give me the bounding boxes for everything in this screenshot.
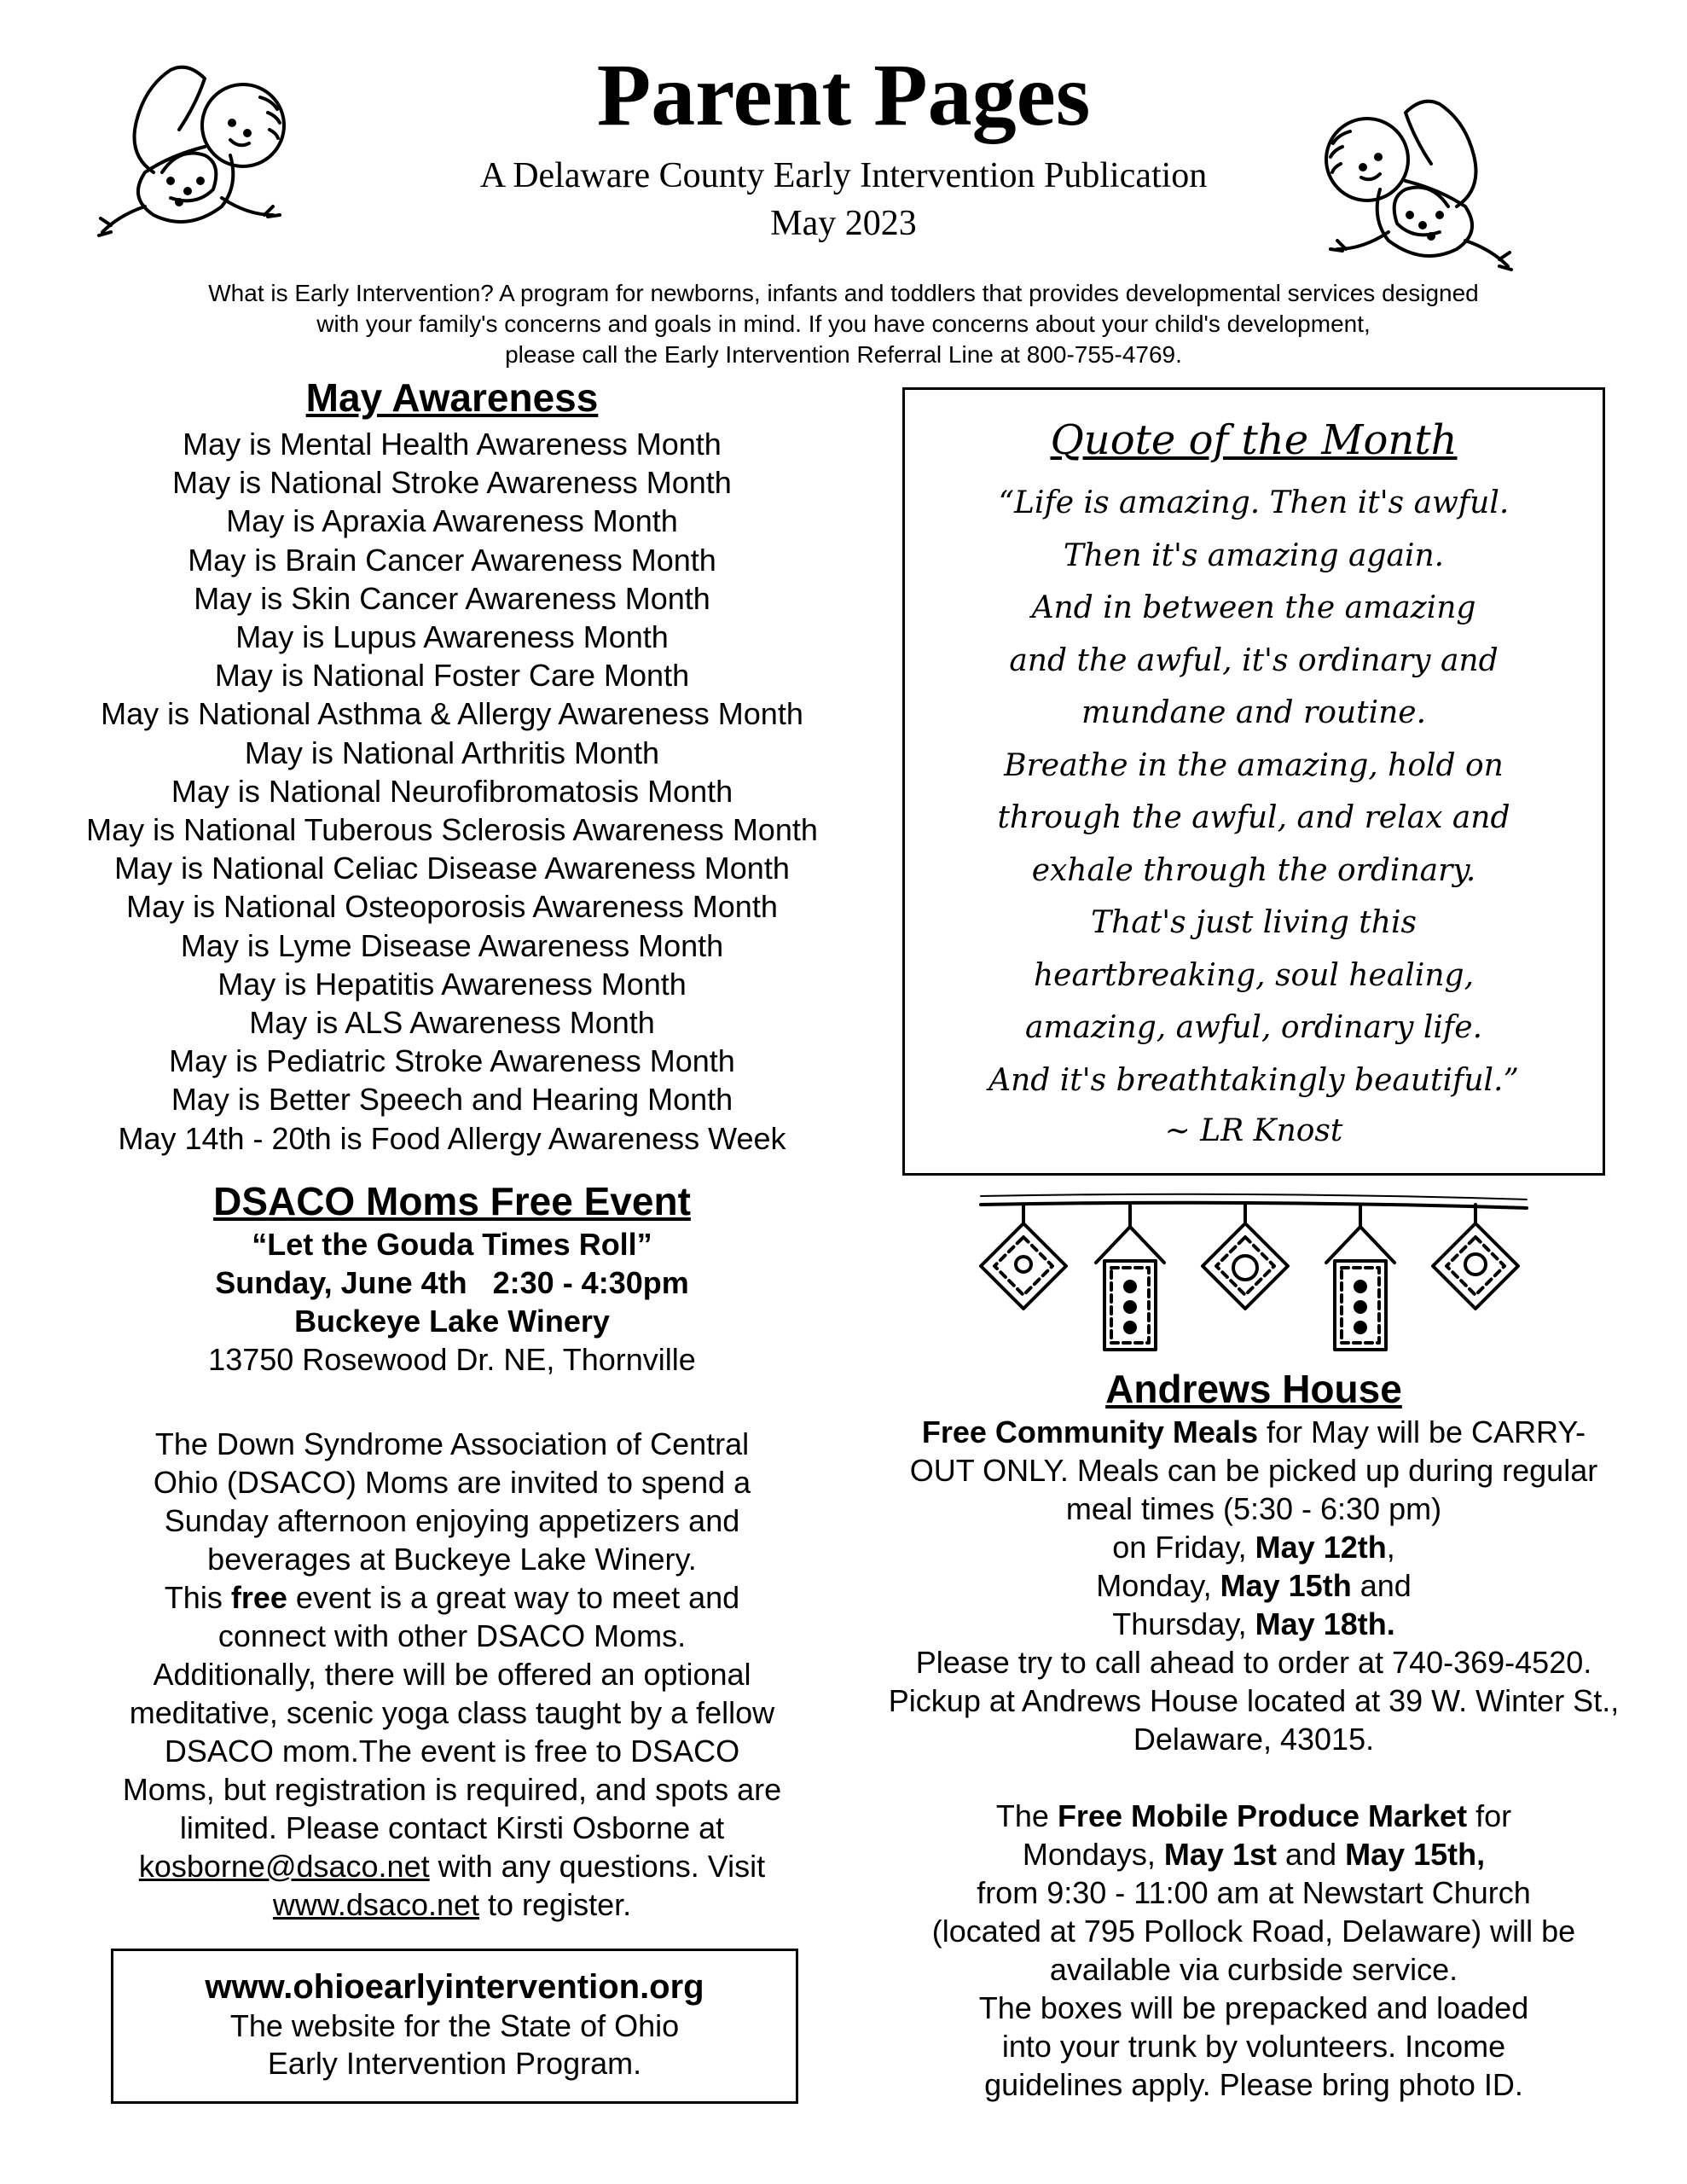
- birdhouse-garland-illustration: [972, 1186, 1535, 1365]
- event-paragraph: [119, 1578, 785, 1655]
- quote-line: mundane and routine.: [1081, 695, 1427, 730]
- event-description: [34, 1425, 870, 1924]
- intro-text: [77, 278, 1610, 370]
- event-name: “Let the Gouda Times Roll”: [252, 1227, 652, 1262]
- list-item: May 14th - 20th is Food Allergy Awareness Week: [118, 1120, 786, 1156]
- list-item: May is Pediatric Stroke Awareness Month: [169, 1043, 735, 1079]
- quote-line: heartbreaking, soul healing,: [1033, 957, 1475, 993]
- produce-text: The: [995, 1798, 1058, 1833]
- list-item: May is ALS Awareness Month: [249, 1005, 655, 1041]
- meal-date: May 18th.: [1255, 1606, 1395, 1641]
- list-item: May is Apraxia Awareness Month: [226, 503, 678, 539]
- meal-day-text: Thursday,: [1112, 1606, 1255, 1641]
- quote-line: And it's breathtakingly beautiful.”: [988, 1062, 1519, 1098]
- produce-date: May 15th,: [1345, 1837, 1486, 1872]
- list-item: May is Skin Cancer Awareness Month: [194, 580, 710, 616]
- quote-line: Breathe in the amazing, hold on: [1004, 747, 1504, 783]
- dsaco-website-link[interactable]: www.dsaco.net: [272, 1887, 480, 1922]
- event-venue: Buckeye Lake Winery: [294, 1304, 610, 1339]
- list-item: May is National Stroke Awareness Month: [172, 465, 732, 501]
- produce-text: and: [1277, 1837, 1346, 1872]
- quote-line: through the awful, and relax and: [997, 800, 1510, 835]
- produce-text: Mondays,: [1022, 1837, 1164, 1872]
- event-paragraph: The Down Syndrome Association of Central Ohio (DSACO) Moms are invited to spend a Sunday afternoon enjoying appetizers and beverages at Buckeye Lake Winery.: [153, 1426, 751, 1577]
- andrews-house-section: [887, 1365, 1620, 2104]
- produce-bold: Free Mobile Produce Market: [1057, 1798, 1468, 1833]
- andrews-heading: Andrews House: [1105, 1367, 1402, 1411]
- meals-text: for May will be CARRY-OUT ONLY. Meals can be picked up during regular meal times (5:30 - 6:30 pm): [909, 1414, 1607, 1526]
- list-item: May is Lyme Disease Awareness Month: [180, 927, 724, 963]
- quote-of-the-month-box: [902, 387, 1605, 1176]
- event-heading: DSACO Moms Free Event: [213, 1179, 691, 1223]
- event-address: 13750 Rosewood Dr. NE, Thornville: [208, 1342, 696, 1377]
- event-text: event is a great way to meet and connect with other DSACO Moms.: [217, 1580, 749, 1653]
- list-item: May is Brain Cancer Awareness Month: [188, 542, 716, 578]
- event-text-bold: free: [230, 1580, 287, 1615]
- meals-paragraph: [887, 1413, 1620, 1528]
- event-text: to register.: [479, 1887, 632, 1922]
- list-item: May is Lupus Awareness Month: [235, 619, 669, 655]
- event-text: with any questions. Visit: [429, 1849, 774, 1884]
- list-item: May is National Osteoporosis Awareness Month: [126, 889, 778, 925]
- ohio-ei-website[interactable]: www.ohioearlyintervention.org: [205, 1968, 704, 2006]
- produce-details: from 9:30 - 11:00 am at Newstart Church (located at 795 Pollock Road, Delaware) will be available via curbside service.: [931, 1875, 1576, 1987]
- intro-line: please call the Early Intervention Referral Line at 800-755-4769.: [505, 341, 1182, 368]
- list-item: May is Better Speech and Hearing Month: [171, 1082, 733, 1118]
- meal-day-text: and: [1351, 1568, 1412, 1603]
- produce-text: for: [1467, 1798, 1512, 1833]
- awareness-list: [34, 425, 870, 1158]
- list-item: May is Mental Health Awareness Month: [183, 427, 722, 462]
- website-box: [111, 1949, 798, 2104]
- newsletter-title: Parent Pages: [596, 46, 1091, 144]
- website-description: Early Intervention Program.: [267, 2046, 642, 2081]
- meal-date: May 15th: [1220, 1568, 1352, 1603]
- event-text: This: [164, 1580, 231, 1615]
- list-item: May is National Celiac Disease Awareness Month: [114, 851, 790, 886]
- quote-author: ~ LR Knost: [1164, 1113, 1343, 1148]
- quote-line: Then it's amazing again.: [1063, 537, 1445, 573]
- event-paragraph: [119, 1655, 785, 1924]
- produce-line: [887, 1797, 1620, 1835]
- quote-heading: Quote of the Month: [1050, 416, 1458, 464]
- quote-line: That's just living this: [1091, 905, 1417, 940]
- produce-dates: [887, 1835, 1620, 1873]
- produce-date: May 1st: [1163, 1837, 1277, 1872]
- list-item: May is Hepatitis Awareness Month: [217, 966, 687, 1002]
- meal-day: [887, 1566, 1620, 1605]
- email-link[interactable]: kosborne@dsaco.net: [138, 1849, 430, 1884]
- intro-line: with your family's concerns and goals in mind. If you have concerns about your child's development,: [316, 311, 1371, 337]
- list-item: May is National Asthma & Allergy Awareness Month: [101, 696, 803, 732]
- quote-line: and the awful, it's ordinary and: [1009, 642, 1499, 678]
- meal-day-text: ,: [1386, 1530, 1395, 1565]
- list-item: May is National Tuberous Sclerosis Awareness Month: [86, 812, 818, 848]
- meal-day: [887, 1528, 1620, 1566]
- event-when: Sunday, June 4th 2:30 - 4:30pm: [215, 1265, 689, 1300]
- meal-date: May 12th: [1255, 1530, 1387, 1565]
- list-item: May is National Neurofibromatosis Month: [171, 773, 733, 809]
- meal-day-text: on Friday,: [1112, 1530, 1255, 1565]
- boxes-text: The boxes will be prepacked and loaded into your trunk by volunteers. Income guidelines apply. Please bring photo ID.: [978, 1990, 1529, 2102]
- dsaco-event-section: [34, 1177, 870, 1924]
- awareness-heading: May Awareness: [305, 375, 599, 420]
- quote-line: And in between the amazing: [1031, 590, 1476, 625]
- meal-day-text: Monday,: [1096, 1568, 1220, 1603]
- intro-line: What is Early Intervention? A program for newborns, infants and toddlers that provides developmental services designed: [208, 280, 1479, 306]
- list-item: May is National Foster Care Month: [214, 658, 690, 694]
- website-description: The website for the State of Ohio: [229, 2008, 680, 2043]
- issue-date: May 2023: [770, 204, 917, 243]
- quote-line: amazing, awful, ordinary life.: [1024, 1010, 1483, 1045]
- quote-text: [905, 477, 1603, 1107]
- quote-line: exhale through the ordinary.: [1031, 852, 1476, 888]
- may-awareness-section: [34, 374, 870, 1158]
- quote-line: “Life is amazing. Then it's awful.: [998, 485, 1510, 520]
- meal-day: [887, 1605, 1620, 1643]
- call-ahead-text: Please try to call ahead to order at 740-369-4520. Pickup at Andrews House located at 39 W. Winter St., Delaware, 43015.: [888, 1645, 1620, 1757]
- event-text: Additionally, there will be offered an optional meditative, scenic yoga class taught by a fellow DSACO mom.The event is free to DSACO Moms, but registration is required, and spots are limited. Please contact Kirsti Osborne at: [122, 1657, 782, 1845]
- meals-bold: Free Community Meals: [921, 1414, 1258, 1449]
- newsletter-subtitle: A Delaware County Early Intervention Publication: [479, 156, 1208, 195]
- list-item: May is National Arthritis Month: [244, 735, 660, 770]
